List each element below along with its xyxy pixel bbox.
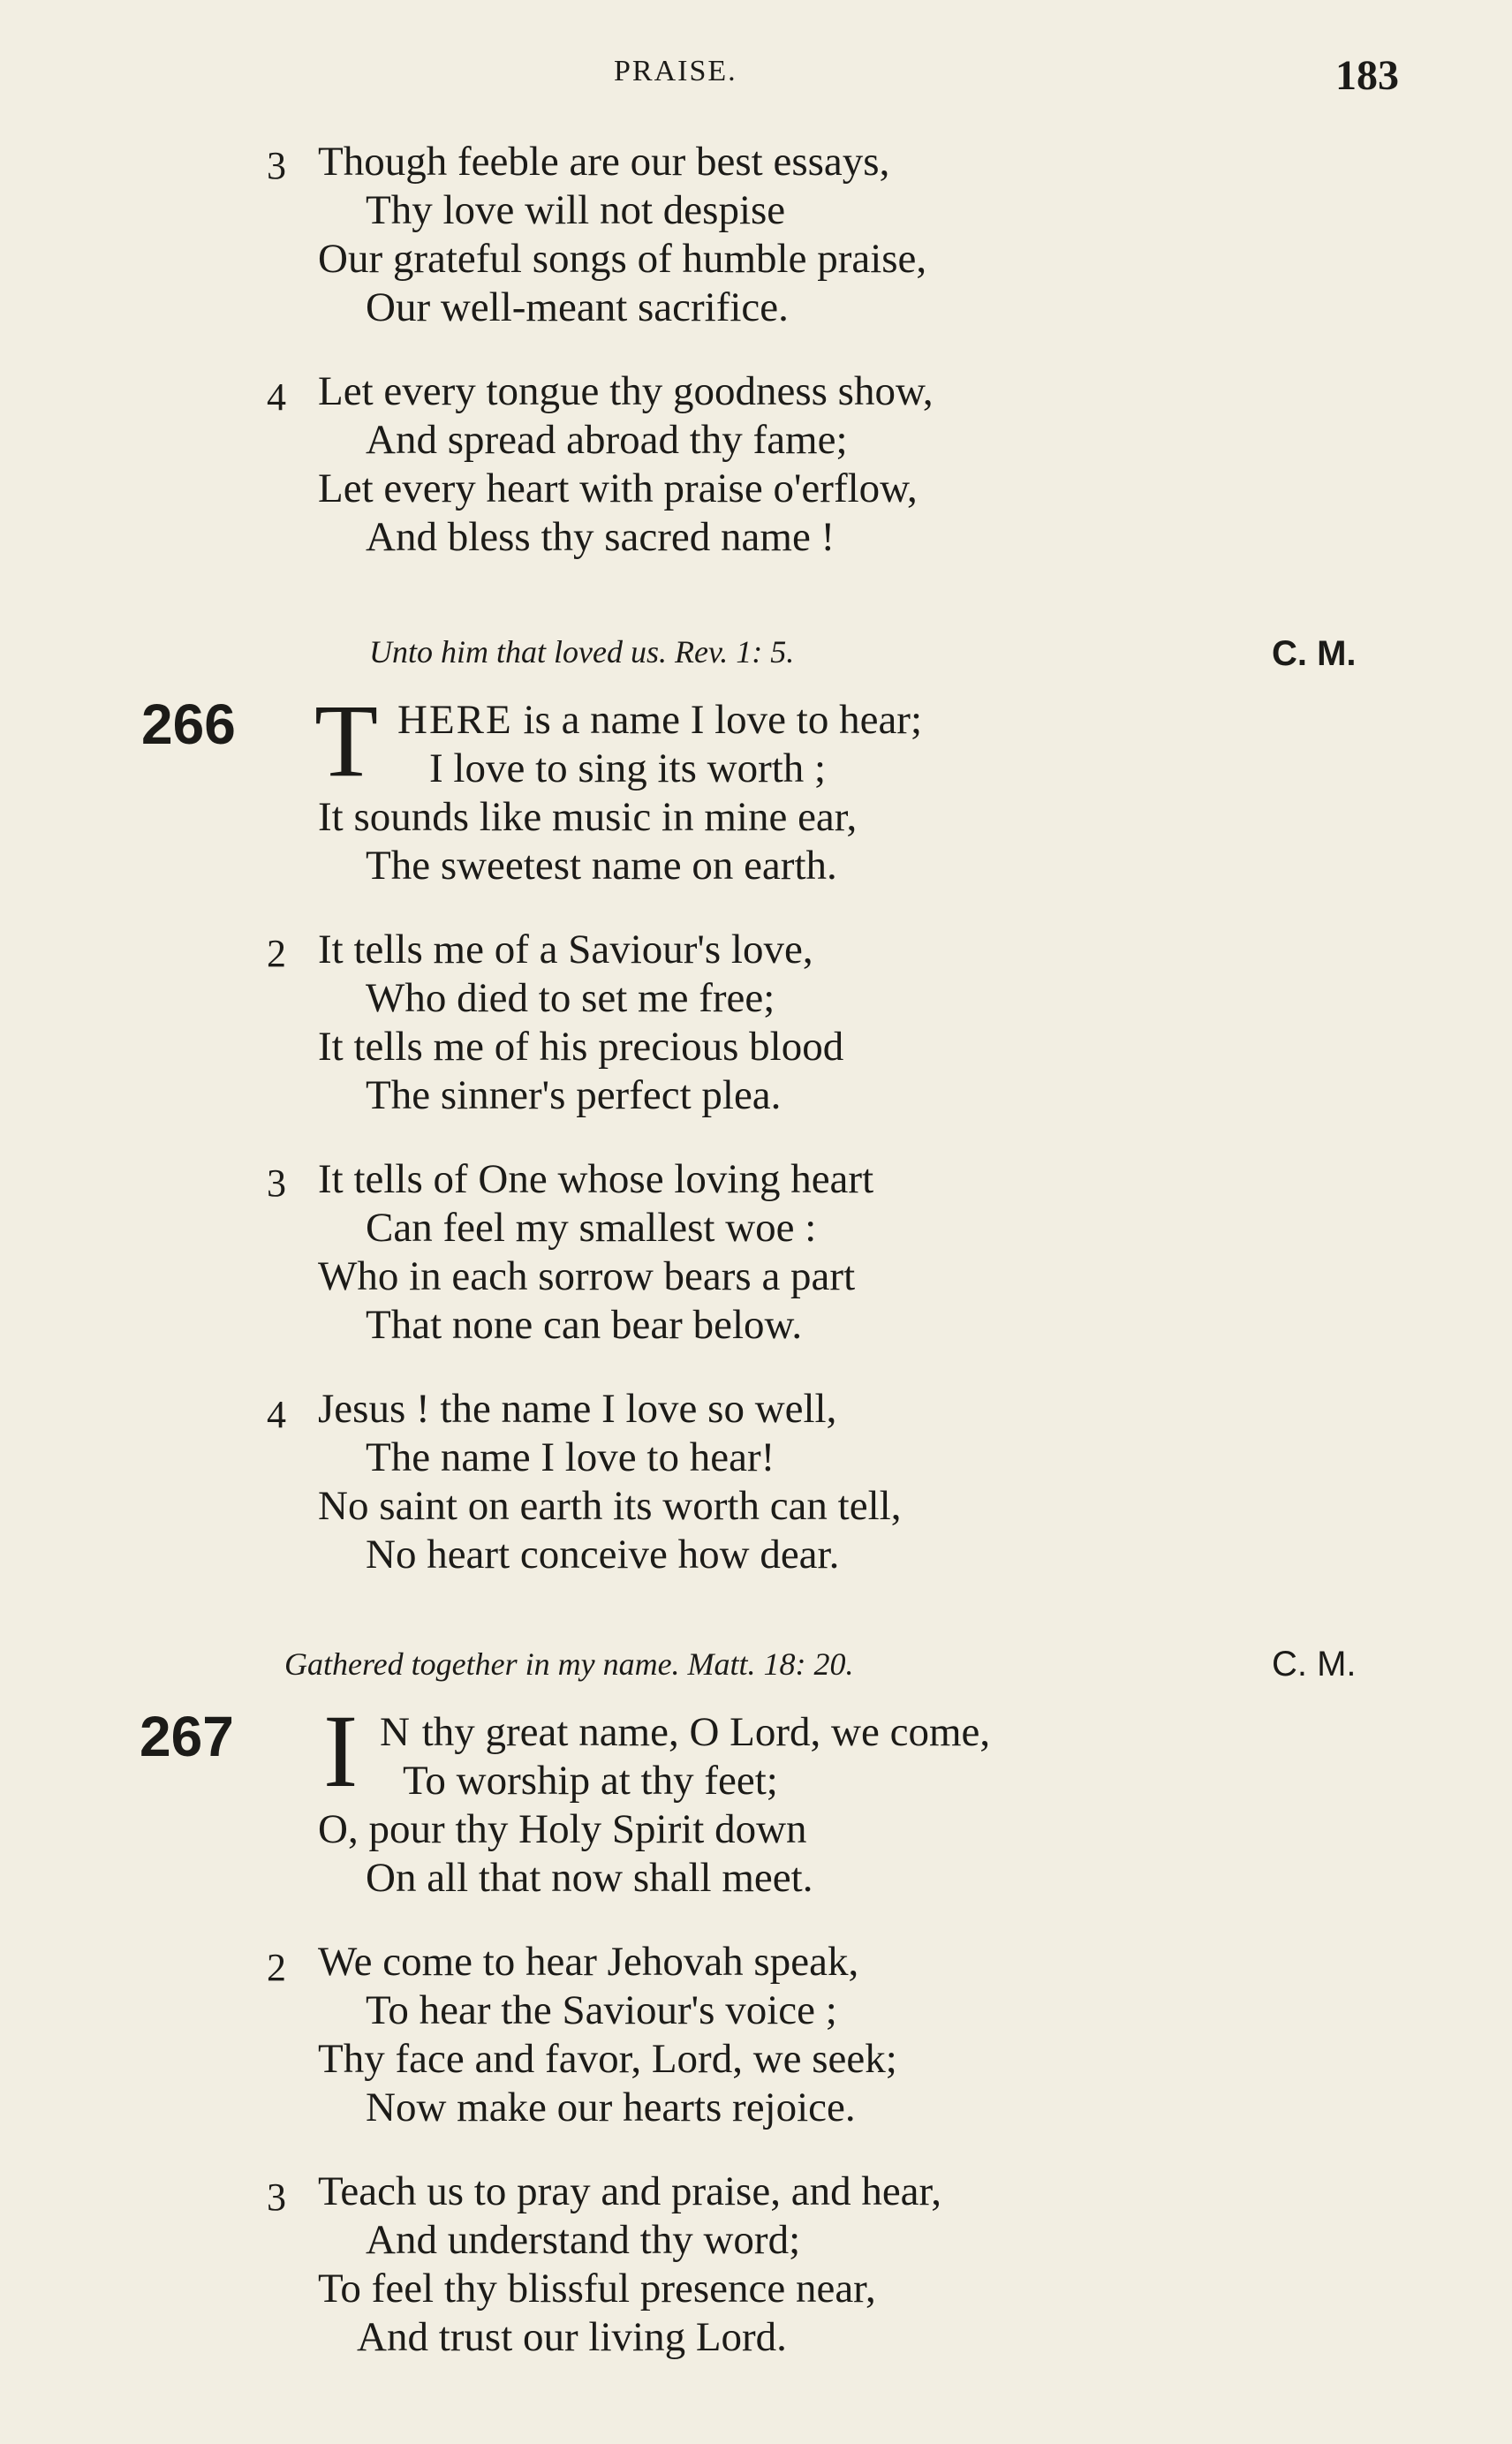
verse-line <box>380 1709 991 1755</box>
verse-line: Though feeble are our best essays, <box>318 139 890 185</box>
verse-line: And spread abroad thy fame; <box>366 417 848 463</box>
first-word: N <box>380 1709 412 1755</box>
running-head-title: PRAISE. <box>614 55 737 87</box>
verse-line: To hear the Saviour's voice ; <box>366 1987 837 2033</box>
verse-line: It tells me of his precious blood <box>318 1024 844 1070</box>
verse-line: It tells of One whose loving heart <box>318 1156 874 1202</box>
hymn-number: 267 <box>140 1705 234 1768</box>
verse-line: The sweetest name on earth. <box>366 843 837 889</box>
running-head <box>0 52 1512 99</box>
verse-line: O, pour thy Holy Spirit down <box>318 1806 807 1852</box>
verse-number: 3 <box>267 1161 286 1205</box>
verse-line: It tells me of a Saviour's love, <box>318 927 813 972</box>
verse-line: Let every tongue thy goodness show, <box>318 368 934 414</box>
hymn-number: 266 <box>141 692 236 756</box>
verse-number: 4 <box>267 1393 286 1436</box>
verse-line: And trust our living Lord. <box>357 2314 787 2360</box>
verse-line: No heart conceive how dear. <box>366 1532 840 1578</box>
hymn-meter: C. M. <box>1272 634 1357 673</box>
verse-line: Thy love will not despise <box>366 187 786 233</box>
drop-cap: I <box>323 1693 359 1809</box>
verse-line: Thy face and favor, Lord, we seek; <box>318 2036 897 2082</box>
first-line-rest: is a name I love to hear; <box>512 697 923 743</box>
hymn-heading: Unto him that loved us. Rev. 1: 5. <box>369 634 795 670</box>
verse-line: We come to hear Jehovah speak, <box>318 1939 859 1985</box>
verse-line: Who in each sorrow bears a part <box>318 1253 856 1299</box>
first-word: HERE <box>397 697 513 743</box>
hymn-heading: Gathered together in my name. Matt. 18: 20. <box>284 1646 854 1682</box>
verse-line: I love to sing its worth ; <box>429 745 827 791</box>
verse-line: It sounds like music in mine ear, <box>318 794 858 840</box>
verse-line: The name I love to hear! <box>366 1434 775 1480</box>
verse-number: 3 <box>267 2175 286 2219</box>
verse-line: On all that now shall meet. <box>366 1855 813 1901</box>
verse-number: 2 <box>267 1946 286 1989</box>
verse-number: 3 <box>267 144 286 187</box>
first-line-rest: thy great name, O Lord, we come, <box>411 1709 991 1755</box>
verse-line: Our grateful songs of humble praise, <box>318 236 927 282</box>
verse-line: Our well-meant sacrifice. <box>366 284 789 330</box>
verse-line: To worship at thy feet; <box>403 1758 778 1804</box>
verse-line: That none can bear below. <box>366 1302 803 1348</box>
verse-line: Let every heart with praise o'erflow, <box>318 465 918 511</box>
drop-cap: T <box>314 683 379 798</box>
verse-line: Jesus ! the name I love so well, <box>318 1386 837 1432</box>
verse-line: Teach us to pray and praise, and hear, <box>318 2168 942 2214</box>
verse-number: 4 <box>267 375 286 419</box>
verse-line: Now make our hearts rejoice. <box>366 2085 856 2130</box>
verse-line <box>397 697 923 743</box>
hymn-meter: C. M. <box>1272 1645 1357 1684</box>
verse-line: And understand thy word; <box>366 2217 801 2263</box>
verse-line: Who died to set me free; <box>366 975 775 1021</box>
verse-number: 2 <box>267 932 286 975</box>
verse-line: To feel thy blissful presence near, <box>318 2266 876 2312</box>
page-number: 183 <box>1335 52 1399 99</box>
verse-line: The sinner's perfect plea. <box>366 1072 782 1118</box>
verse-line: And bless thy sacred name ! <box>366 514 835 560</box>
verse-line: Can feel my smallest woe : <box>366 1205 817 1251</box>
verse-line: No saint on earth its worth can tell, <box>318 1483 902 1529</box>
